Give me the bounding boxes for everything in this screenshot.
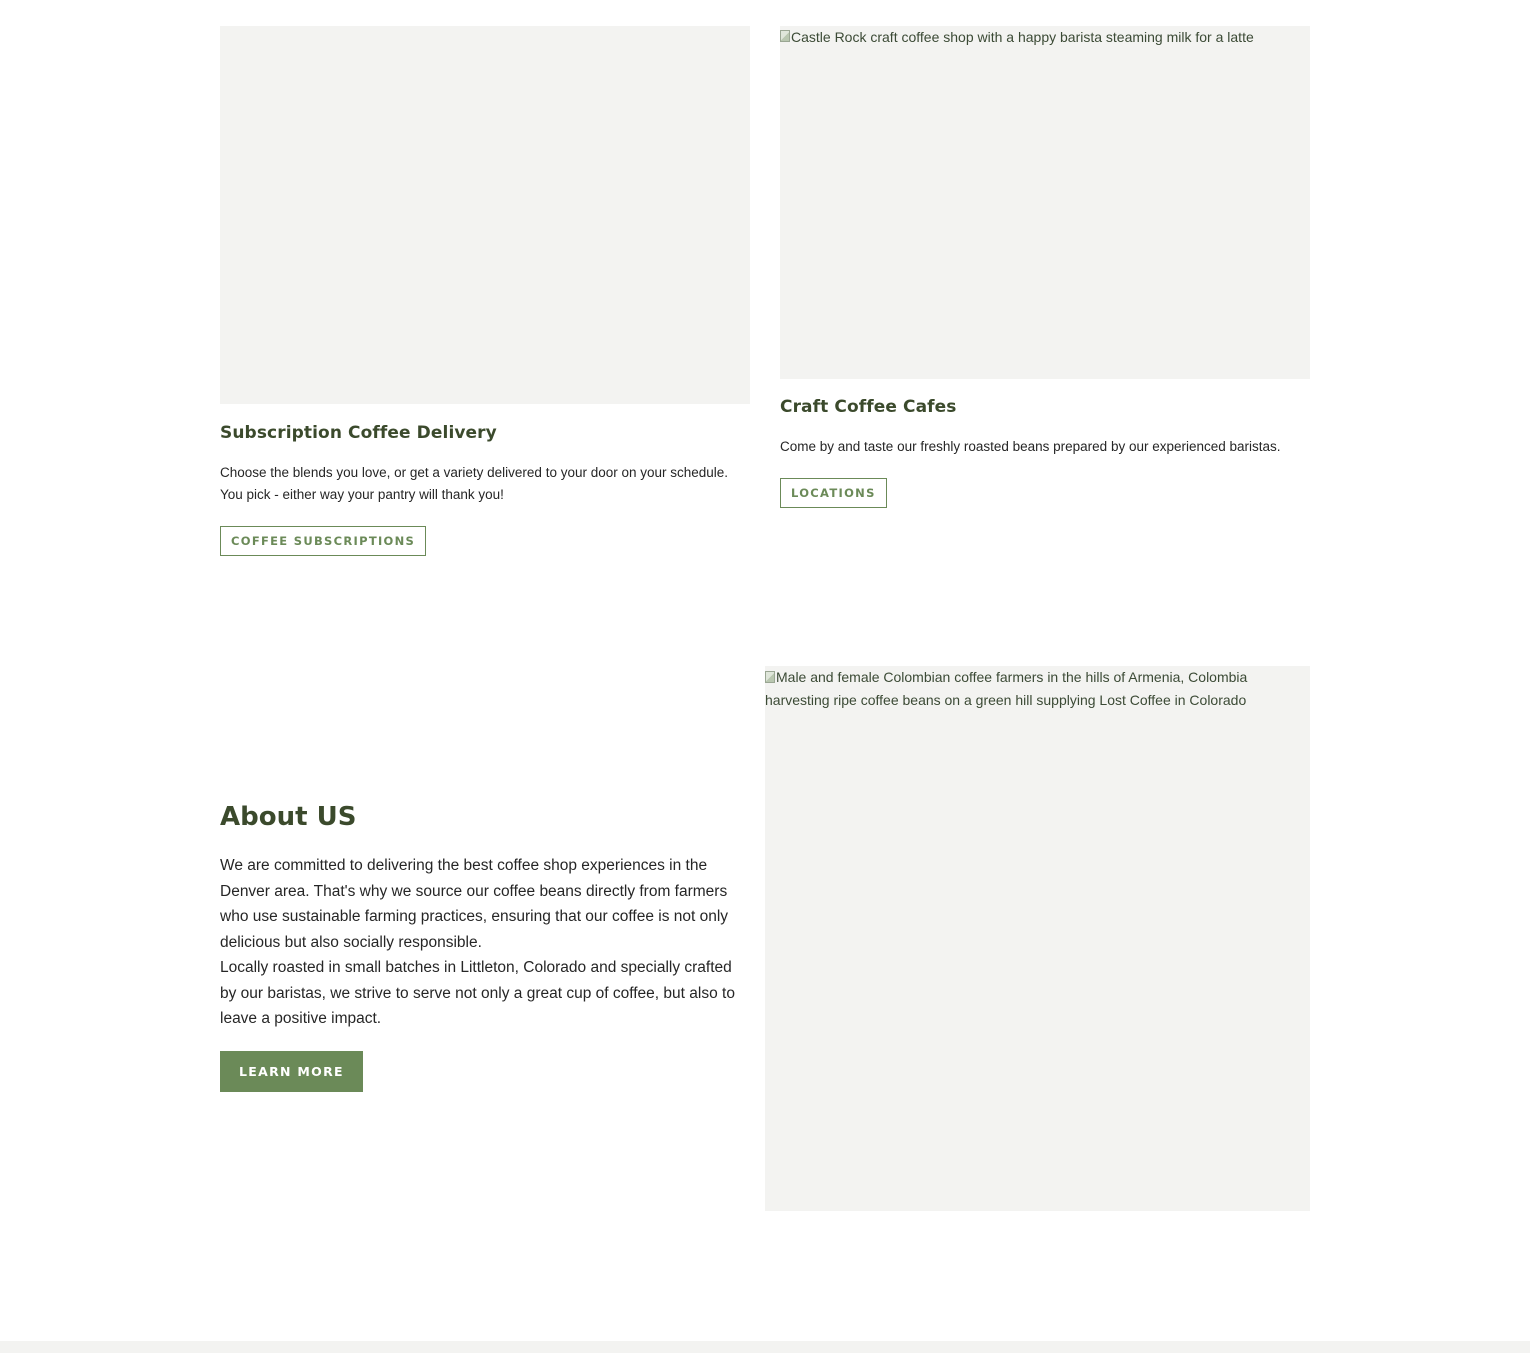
cafe-card-image	[780, 26, 1310, 379]
cafe-image-alt	[780, 26, 1310, 49]
cafe-card-title: Craft Coffee Cafes	[780, 397, 957, 417]
broken-image-icon	[765, 671, 775, 683]
farmers-image-alt	[765, 666, 1310, 712]
footer-strip	[0, 1341, 1530, 1353]
locations-button[interactable]: LOCATIONS	[780, 478, 887, 508]
cafe-card-text: Come by and taste our freshly roasted beans prepared by our experienced baristas.	[780, 439, 1281, 454]
broken-image-icon	[780, 30, 790, 42]
farmers-image-alt-text: Male and female Colombian coffee farmers in the hills of Armenia, Colombia harvesting ripe coffee beans on a green hill supplying Lost Coffee in Colorado	[765, 669, 1248, 708]
coffee-subscriptions-button[interactable]: COFFEE SUBSCRIPTIONS	[220, 526, 426, 556]
subscription-card-title: Subscription Coffee Delivery	[220, 423, 497, 443]
farmers-image	[765, 666, 1310, 1211]
about-title: About US	[220, 802, 357, 832]
subscription-card-image	[220, 26, 750, 404]
cafe-image-alt-text: Castle Rock craft coffee shop with a happy barista steaming milk for a latte	[791, 29, 1254, 45]
about-paragraph-2: Locally roasted in small batches in Littleton, Colorado and specially crafted by our baristas, we strive to serve not only a great cup of coffee, but also to leave a positive impact.	[220, 959, 735, 1027]
subscription-card-text: Choose the blends you love, or get a variety delivered to your door on your schedule. You pick - either way your pantry will thank you!	[220, 465, 729, 502]
learn-more-button[interactable]: LEARN MORE	[220, 1051, 363, 1092]
about-paragraph-1: We are committed to delivering the best coffee shop experiences in the Denver area. That's why we source our coffee beans directly from farmers who use sustainable farming practices, ensuring that our coffee is not only delicious but also socially responsible.	[220, 857, 729, 951]
